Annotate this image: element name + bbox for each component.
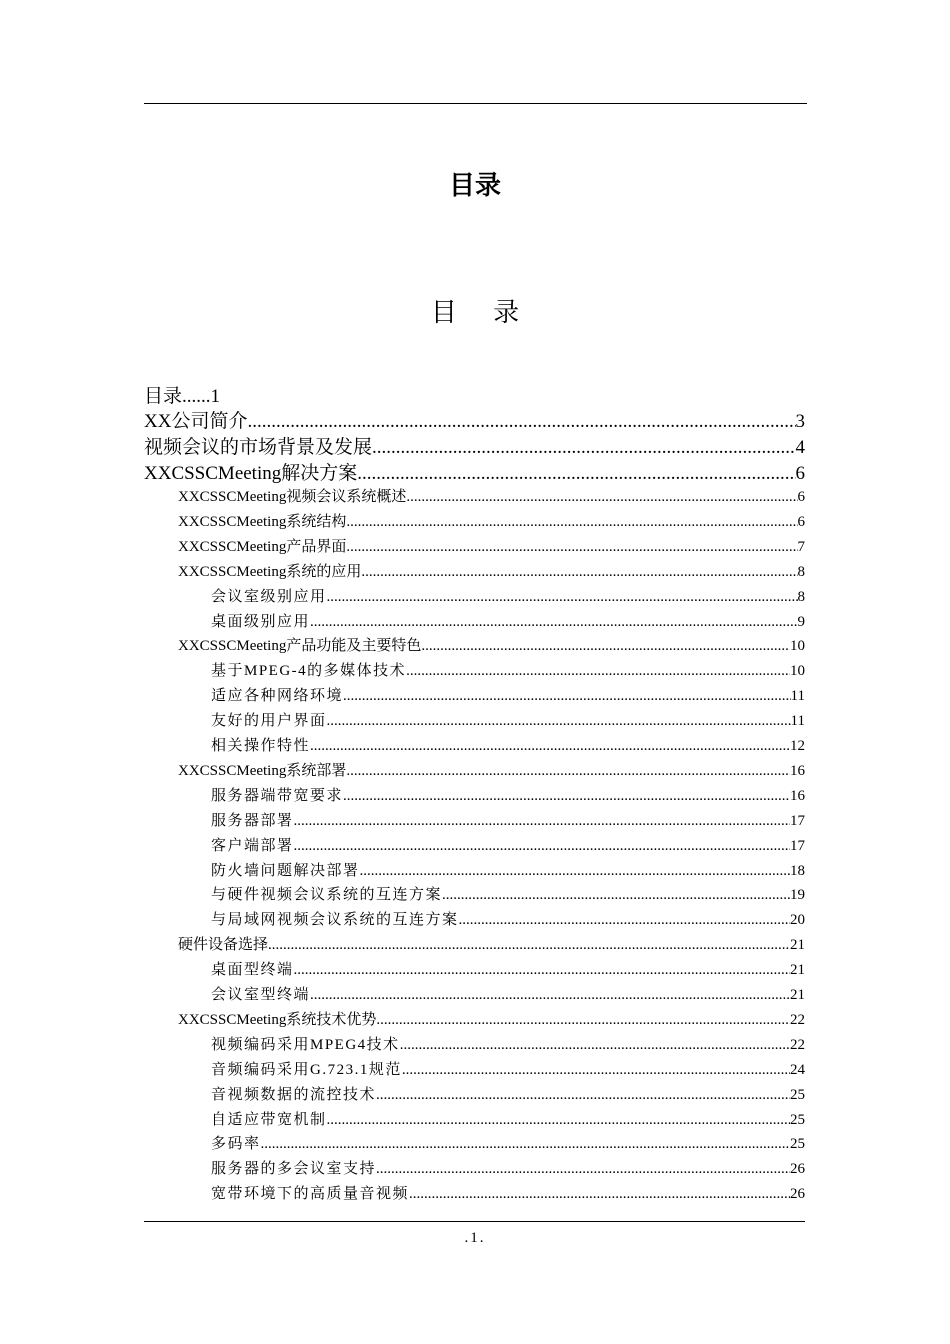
toc-leader: [402, 1059, 790, 1081]
toc-entry-title: 适应各种网络环境: [211, 688, 344, 705]
toc-leader: [459, 909, 790, 931]
toc-entry-title: 服务器部署: [211, 812, 294, 829]
toc-leader: [346, 536, 797, 558]
toc-entry-title: 视频编码采用MPEG4技术: [211, 1036, 400, 1053]
toc-entry-title: 自适应带宽机制: [211, 1111, 327, 1128]
toc-entry[interactable]: [211, 1034, 805, 1056]
toc-entry-page: 21: [790, 962, 805, 979]
toc-entry-title: 桌面型终端: [211, 962, 294, 979]
document-title: 目录: [448, 171, 501, 201]
toc-entry-title: 音频编码采用G.723.1规范: [211, 1061, 402, 1078]
toc-leader: [346, 511, 797, 533]
toc-entry[interactable]: [211, 1158, 805, 1180]
toc-entry-page: 6: [795, 463, 805, 484]
toc-entry-page: 9: [797, 613, 805, 630]
page-number: .1.: [464, 1230, 486, 1246]
toc-leader: [361, 561, 797, 583]
toc-leader: [261, 1133, 790, 1155]
toc-entry[interactable]: [178, 934, 805, 956]
toc-entry[interactable]: [211, 735, 805, 757]
toc-leader: ......: [182, 386, 211, 407]
toc-entry-page: 12: [790, 738, 805, 754]
toc-entry-page: 26: [790, 1186, 805, 1203]
toc-leader: [360, 860, 790, 882]
toc-entry-title: XXCSSCMeeting产品界面: [178, 538, 347, 555]
toc-entry-page: 25: [790, 1136, 805, 1153]
toc-leader: [442, 884, 790, 906]
toc-leader: [406, 486, 797, 508]
toc-entry-title: 桌面级别应用: [211, 613, 311, 630]
toc-entry-title: 多码率: [211, 1136, 261, 1153]
toc-entry-title: 硬件设备选择: [178, 937, 269, 954]
toc-entry-title: 会议室型终端: [211, 987, 311, 1003]
toc-leader: [343, 685, 791, 707]
toc-leader: [294, 959, 790, 981]
toc-entry-page: 4: [795, 437, 805, 458]
toc-leader: [310, 735, 790, 757]
toc-leader: [357, 462, 795, 486]
toc-entry-page: 22: [790, 1011, 805, 1028]
toc-entry[interactable]: [211, 1059, 805, 1081]
toc-leader: [421, 635, 790, 657]
toc-entry[interactable]: [144, 410, 805, 434]
toc-entry-title: 与局域网视频会议系统的互连方案: [211, 912, 459, 929]
toc-entry-page: 10: [790, 638, 805, 655]
toc-entry[interactable]: [211, 860, 805, 882]
toc-entry-page: 19: [790, 887, 805, 904]
toc-leader: [376, 1158, 790, 1180]
toc-entry[interactable]: [178, 635, 805, 657]
toc-entry-page: 10: [790, 663, 805, 680]
toc-entry-title: XXCSSCMeeting系统技术优势: [178, 1011, 377, 1028]
toc-entry[interactable]: [178, 486, 805, 508]
toc-leader: [310, 611, 797, 633]
toc-entry[interactable]: [211, 586, 805, 608]
toc-leader: [327, 1109, 790, 1131]
toc-entry[interactable]: [178, 1009, 805, 1031]
toc-entry[interactable]: [211, 909, 805, 931]
toc-entry-title: 音视频数据的流控技术: [211, 1086, 377, 1103]
toc-leader: [376, 1084, 790, 1106]
toc-entry-page: 11: [790, 688, 805, 705]
toc-entry-title: 宽带环境下的高质量音视频: [211, 1186, 410, 1203]
toc-entry-title: XXCSSCMeeting系统的应用: [178, 563, 362, 580]
toc-entry-title: XXCSSCMeeting产品功能及主要特色: [178, 638, 422, 655]
toc-entry-page: 21: [790, 937, 805, 954]
toc-entry[interactable]: [211, 959, 805, 981]
toc-entry-page: 17: [790, 837, 805, 854]
toc-entry-page: 8: [797, 588, 805, 605]
toc-entry-title: XXCSSCMeeting解决方案: [144, 463, 358, 484]
footer-rule: [144, 1221, 805, 1222]
toc-leader: [409, 1183, 790, 1205]
toc-entry[interactable]: [211, 884, 805, 906]
toc-entry-title: 服务器的多会议室支持: [211, 1161, 377, 1178]
toc-entry[interactable]: [211, 1084, 805, 1106]
toc-entry-page: 20: [790, 912, 805, 929]
toc-entry-title: 防火墙问题解决部署: [211, 862, 360, 879]
toc-leader: [400, 1034, 790, 1056]
toc-entry[interactable]: [178, 511, 805, 533]
toc-entry[interactable]: [211, 710, 805, 732]
toc-entry[interactable]: [211, 984, 805, 1006]
toc-leader: [376, 1009, 790, 1031]
toc-entry-page: 18: [790, 862, 805, 879]
toc-entry-title: 客户端部署: [211, 837, 294, 854]
toc-entry[interactable]: [211, 611, 805, 633]
toc-entry[interactable]: [178, 561, 805, 583]
toc-leader: [294, 835, 790, 857]
toc-entry[interactable]: [144, 436, 805, 460]
toc-entry-title: 与硬件视频会议系统的互连方案: [211, 887, 443, 904]
toc-leader: [327, 710, 791, 732]
toc-entry-page: 22: [790, 1036, 805, 1053]
toc-entry-title: 服务器端带宽要求: [211, 787, 344, 804]
toc-leader: [247, 410, 795, 434]
toc-leader: [268, 934, 790, 956]
toc-entry-title: 会议室级别应用: [211, 588, 327, 605]
toc-entry-page: 25: [790, 1086, 805, 1103]
toc-entry[interactable]: [211, 1133, 805, 1155]
toc-entry-page: 21: [790, 987, 805, 1003]
toc-leader: [346, 760, 790, 782]
toc-entry[interactable]: [178, 536, 805, 558]
toc-entry-title: XXCSSCMeeting系统部署: [178, 762, 347, 779]
toc-entry-page: 17: [790, 812, 805, 829]
toc-leader: [294, 810, 790, 832]
toc-entry-first[interactable]: [144, 385, 220, 409]
toc-entry[interactable]: [211, 810, 805, 832]
toc-entry[interactable]: [211, 1109, 805, 1131]
toc-entry-page: 26: [790, 1161, 805, 1178]
toc-entry[interactable]: [178, 760, 805, 782]
toc-entry[interactable]: [211, 785, 805, 807]
toc-entry-page: 11: [790, 713, 805, 730]
toc-entry-page: 7: [797, 538, 805, 555]
toc-entry[interactable]: [211, 660, 805, 682]
toc-entry-title: XXCSSCMeeting视频会议系统概述: [178, 489, 407, 505]
toc-entry-page: 16: [790, 787, 805, 804]
toc-entry[interactable]: [144, 462, 805, 486]
toc-entry-page: 6: [797, 489, 805, 505]
toc-entry-title: 基于MPEG-4的多媒体技术: [211, 663, 407, 680]
toc-leader: [343, 785, 790, 807]
toc-leader: [327, 586, 798, 608]
toc-entry-title: XXCSSCMeeting系统结构: [178, 513, 347, 530]
toc-entry-title: 目录: [144, 386, 183, 407]
toc-entry-page: 16: [790, 762, 805, 779]
toc-leader: [310, 984, 790, 1006]
toc-entry-page: 1: [210, 386, 221, 407]
toc-entry[interactable]: [211, 1183, 805, 1205]
toc-entry-page: 24: [790, 1061, 805, 1078]
toc-entry-title: 友好的用户界面: [211, 713, 327, 730]
toc-entry-page: 6: [797, 513, 805, 530]
toc-leader: [406, 660, 790, 682]
toc-heading: 目 录: [430, 298, 534, 328]
toc-entry-title: XX公司简介: [144, 411, 248, 432]
toc-leader: [372, 436, 795, 460]
toc-entry-page: 3: [795, 411, 805, 432]
toc-entry[interactable]: [211, 835, 805, 857]
toc-entry-page: 8: [797, 563, 805, 580]
toc-entry-page: 25: [790, 1111, 805, 1128]
toc-entry-title: 相关操作特性: [211, 738, 311, 754]
toc-entry-title: 视频会议的市场背景及发展: [144, 437, 373, 458]
header-rule: [144, 103, 807, 104]
toc-entry[interactable]: [211, 685, 805, 707]
